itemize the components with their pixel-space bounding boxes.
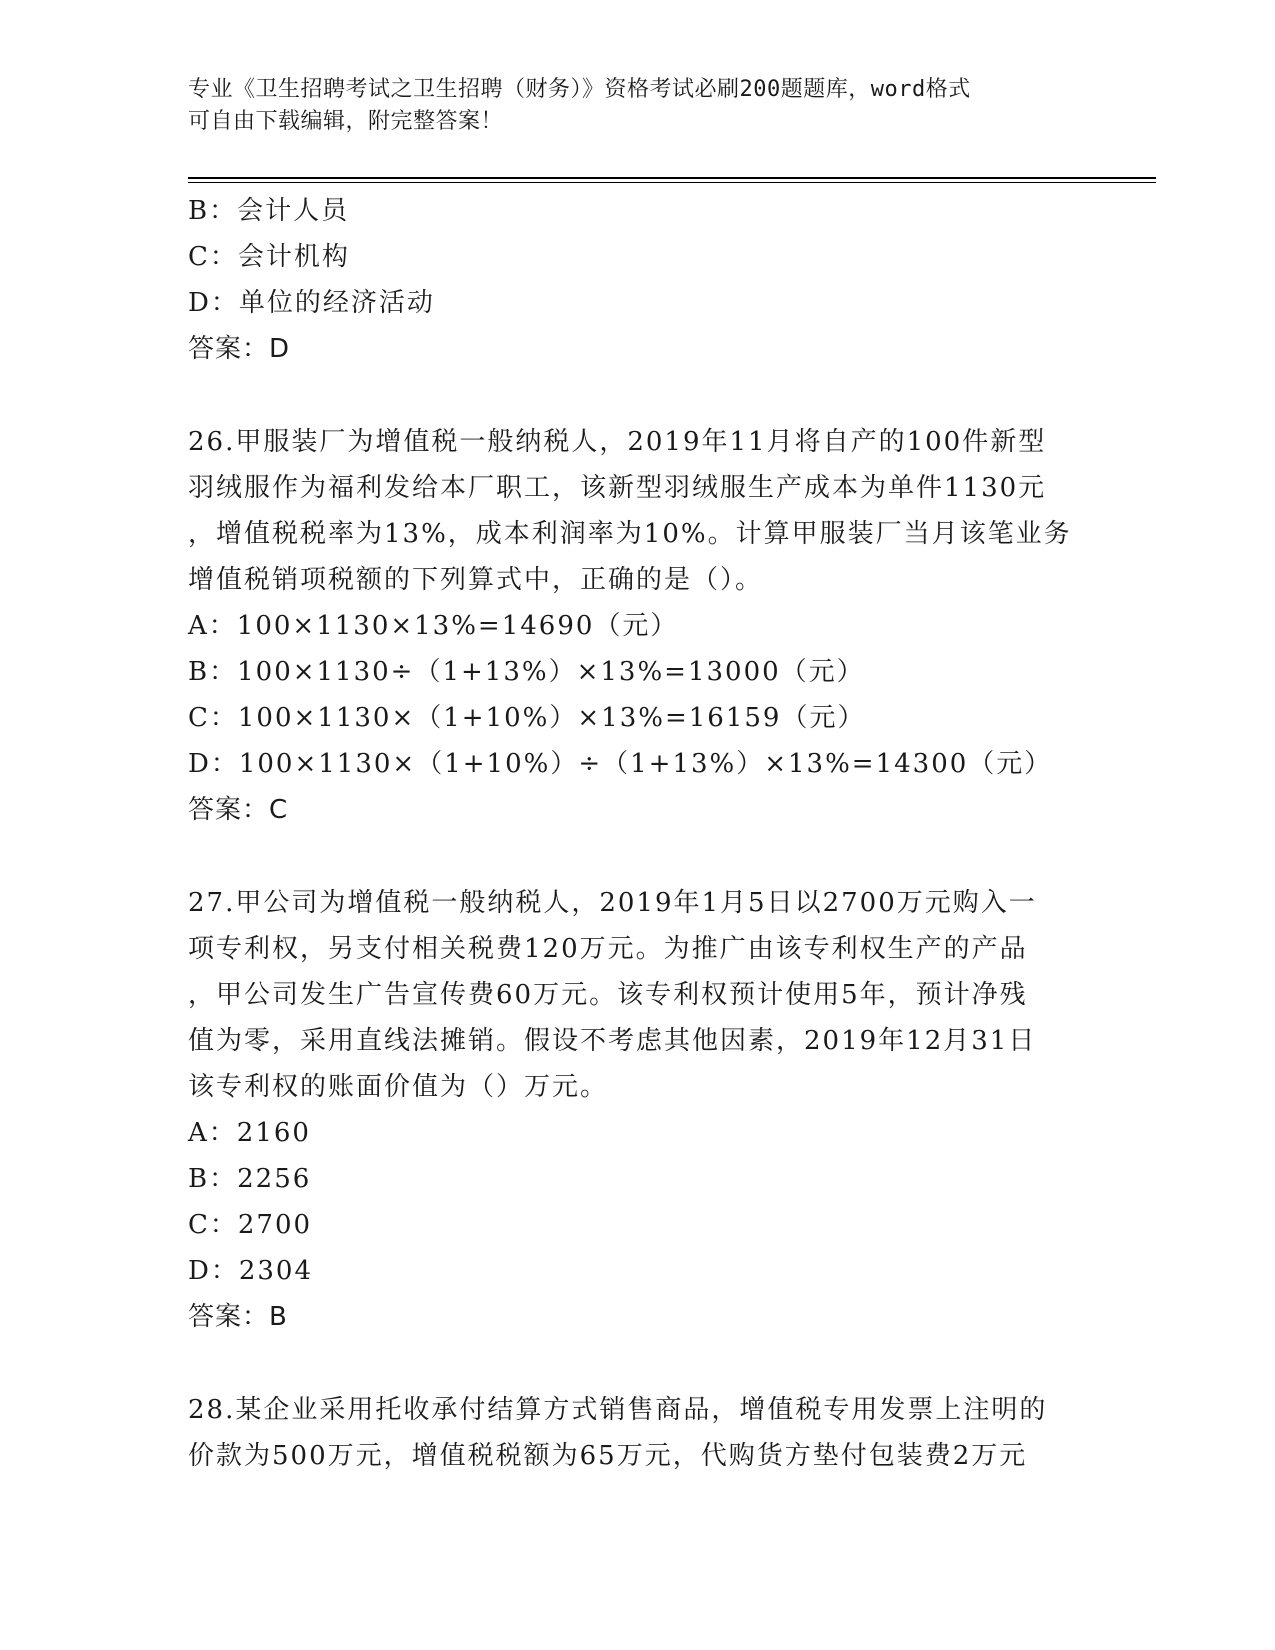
question-stem-line: 该专利权的账面价值为（）万元。 bbox=[188, 1072, 609, 1102]
answer: 答案：B bbox=[188, 1302, 288, 1332]
question-stem-line: 值为零，采用直线法摊销。假设不考虑其他因素，2019年12月31日 bbox=[188, 1026, 1037, 1056]
answer: 答案：D bbox=[188, 334, 291, 364]
question-stem-line: 28.某企业采用托收承付结算方式销售商品，增值税专用发票上注明的 bbox=[188, 1395, 1048, 1425]
option-c: C：2700 bbox=[188, 1210, 313, 1240]
option-b: B：会计人员 bbox=[188, 196, 350, 226]
header-line-1: 专业《卫生招聘考试之卫生招聘（财务）》资格考试必刷200题题库，word格式 bbox=[188, 77, 971, 102]
spacer bbox=[188, 833, 1088, 880]
header-divider-thin bbox=[188, 182, 1156, 183]
question-stem-line: 羽绒服作为福利发给本厂职工，该新型羽绒服生产成本为单件1130元 bbox=[188, 473, 1047, 503]
question-stem-line: 项专利权，另支付相关税费120万元。为推广由该专利权生产的产品 bbox=[188, 934, 1028, 964]
question-stem-line: ，甲公司发生广告宣传费60万元。该专利权预计使用5年，预计净残 bbox=[188, 980, 1028, 1010]
spacer bbox=[188, 372, 1088, 419]
header-divider bbox=[188, 177, 1156, 179]
option-d: D：2304 bbox=[188, 1256, 314, 1286]
option-d: D：单位的经济活动 bbox=[188, 288, 435, 318]
option-d: D：100×1130×（1+10%）÷（1+13%）×13%=14300（元） bbox=[188, 749, 1053, 779]
question-26 bbox=[188, 419, 1088, 833]
option-a: A：2160 bbox=[188, 1118, 311, 1148]
question-stem-line: 27.甲公司为增值税一般纳税人，2019年1月5日以2700万元购入一 bbox=[188, 888, 1037, 918]
question-stem-line: ，增值税税率为13%，成本利润率为10%。计算甲服装厂当月该笔业务 bbox=[188, 519, 1072, 549]
question-stem-line: 价款为500万元，增值税税额为65万元，代购货方垫付包装费2万元 bbox=[188, 1441, 1028, 1471]
question-stem-line: 26.甲服装厂为增值税一般纳税人，2019年11月将自产的100件新型 bbox=[188, 427, 1047, 457]
page-header bbox=[188, 74, 1088, 138]
question-content bbox=[188, 188, 1088, 1479]
option-b: B：2256 bbox=[188, 1164, 312, 1194]
option-b: B：100×1130÷（1+13%）×13%=13000（元） bbox=[188, 657, 865, 687]
answer: 答案：C bbox=[188, 795, 289, 825]
spacer bbox=[188, 1340, 1088, 1387]
question-25 bbox=[188, 188, 1088, 372]
question-27 bbox=[188, 880, 1088, 1340]
option-c: C：100×1130×（1+10%）×13%=16159（元） bbox=[188, 703, 866, 733]
question-stem-line: 增值税销项税额的下列算式中，正确的是（）。 bbox=[188, 565, 764, 595]
question-28 bbox=[188, 1387, 1088, 1479]
header-line-2: 可自由下载编辑，附完整答案！ bbox=[188, 109, 504, 134]
option-c: C：会计机构 bbox=[188, 242, 350, 272]
option-a: A：100×1130×13%=14690（元） bbox=[188, 611, 679, 641]
